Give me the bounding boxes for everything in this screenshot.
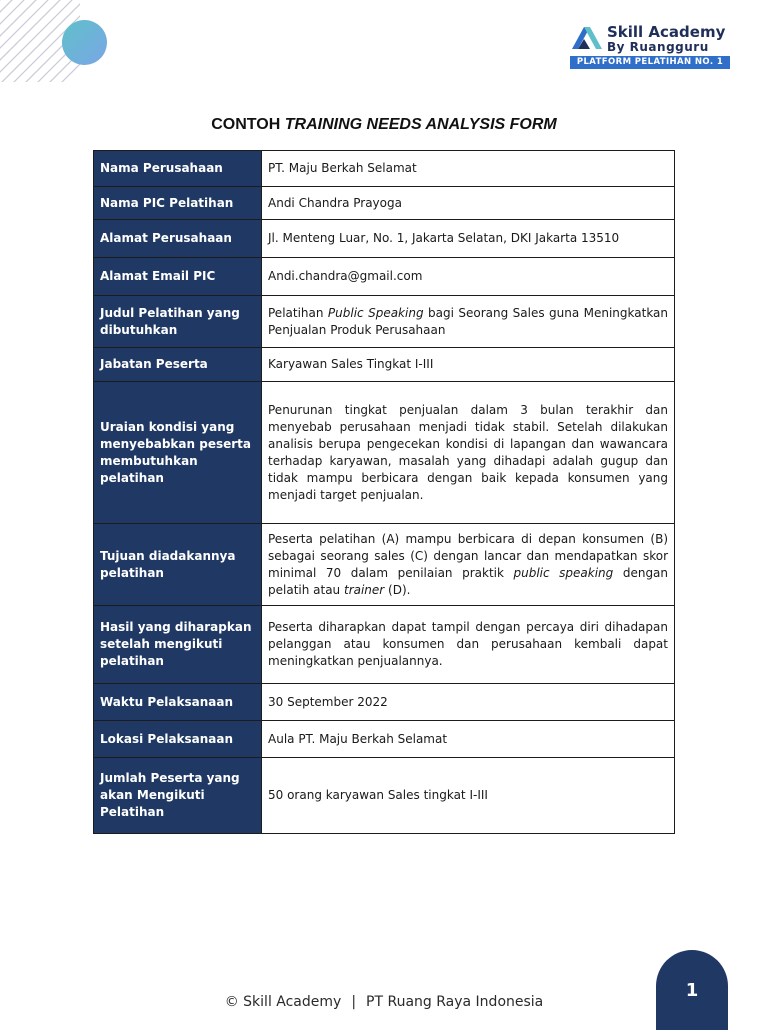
row-label: Waktu Pelaksanaan xyxy=(94,684,262,721)
footer-company: PT Ruang Raya Indonesia xyxy=(366,994,544,1010)
row-label: Uraian kondisi yang menyebabkan peserta membutuhkan pelatihan xyxy=(94,382,262,524)
row-value: Peserta diharapkan dapat tampil dengan percaya diri dihadapan pelanggan atau konsumen dan perusahaan kembali dapat meningkatkan penjualannya. xyxy=(262,606,675,684)
row-value: Andi.chandra@gmail.com xyxy=(262,258,675,296)
row-value: Jl. Menteng Luar, No. 1, Jakarta Selatan, DKI Jakarta 13510 xyxy=(262,220,675,258)
row-value: Aula PT. Maju Berkah Selamat xyxy=(262,721,675,758)
page-number-badge: 1 xyxy=(656,950,728,1030)
row-label: Jabatan Peserta xyxy=(94,348,262,382)
table-row xyxy=(94,721,675,758)
value-italic: public speaking xyxy=(513,565,614,580)
row-value: 30 September 2022 xyxy=(262,684,675,721)
table-row xyxy=(94,606,675,684)
row-label: Tujuan diadakannya pelatihan xyxy=(94,524,262,606)
row-label: Judul Pelatihan yang dibutuhkan xyxy=(94,296,262,348)
table-row xyxy=(94,220,675,258)
row-label: Hasil yang diharapkan setelah mengikuti pelatihan xyxy=(94,606,262,684)
value-text: dengan pelatih atau xyxy=(268,565,669,597)
table-row xyxy=(94,758,675,834)
title-italic: TRAINING NEEDS ANALYSIS FORM xyxy=(284,116,557,133)
logo-tagline: PLATFORM PELATIHAN NO. 1 xyxy=(570,56,730,69)
table-row xyxy=(94,187,675,220)
row-value: Karyawan Sales Tingkat I-III xyxy=(262,348,675,382)
value-text: (D). xyxy=(384,582,411,597)
row-label: Jumlah Peserta yang akan Mengikuti Pelatihan xyxy=(94,758,262,834)
table-row xyxy=(94,524,675,606)
footer-separator: | xyxy=(351,994,357,1010)
row-label: Alamat Perusahaan xyxy=(94,220,262,258)
row-value: Andi Chandra Prayoga xyxy=(262,187,675,220)
skill-academy-logo xyxy=(570,22,740,72)
page-footer xyxy=(0,994,768,1010)
row-value: Penurunan tingkat penjualan dalam 3 bulan terakhir dan menyebab perusahaan menjadi tidak stabil. Setelah dilakukan analisis berupa pengecekan kondisi di lapangan dan wawancara terhadap karyawan, masalah yang dihadapi adalah gugup dan tidak mampu berbicara dengan baik kepada konsumen yang menjadi target penjualan. xyxy=(262,382,675,524)
table-row xyxy=(94,258,675,296)
decorative-circle xyxy=(62,20,107,65)
document-title xyxy=(0,116,768,134)
value-italic: Public Speaking xyxy=(327,305,424,320)
row-label: Nama Perusahaan xyxy=(94,151,262,187)
logo-subtitle: By Ruangguru xyxy=(607,40,709,54)
table-row xyxy=(94,296,675,348)
row-value: 50 orang karyawan Sales tingkat I-III xyxy=(262,758,675,834)
row-label: Nama PIC Pelatihan xyxy=(94,187,262,220)
table-row xyxy=(94,348,675,382)
value-italic: trainer xyxy=(343,582,385,597)
row-label: Alamat Email PIC xyxy=(94,258,262,296)
title-prefix: CONTOH xyxy=(211,116,281,133)
footer-copyright: © Skill Academy xyxy=(224,994,342,1010)
row-value: PT. Maju Berkah Selamat xyxy=(262,151,675,187)
value-text: Pelatihan xyxy=(268,305,328,320)
row-value xyxy=(262,296,675,348)
table-row xyxy=(94,382,675,524)
row-value xyxy=(262,524,675,606)
row-label: Lokasi Pelaksanaan xyxy=(94,721,262,758)
training-needs-table xyxy=(93,150,675,834)
table-row xyxy=(94,151,675,187)
skill-academy-logo-icon xyxy=(570,25,606,51)
value-text: Peserta pelatihan (A) mampu berbicara di depan konsumen (B) sebagai seorang sales (C) dengan lancar dan mendapatkan skor minimal 70 dalam penilaian praktik xyxy=(268,531,668,580)
logo-title: Skill Academy xyxy=(607,23,726,41)
value-text: bagi Seorang Sales guna Meningkatkan Penjualan Produk Perusahaan xyxy=(268,305,669,337)
table-row xyxy=(94,684,675,721)
